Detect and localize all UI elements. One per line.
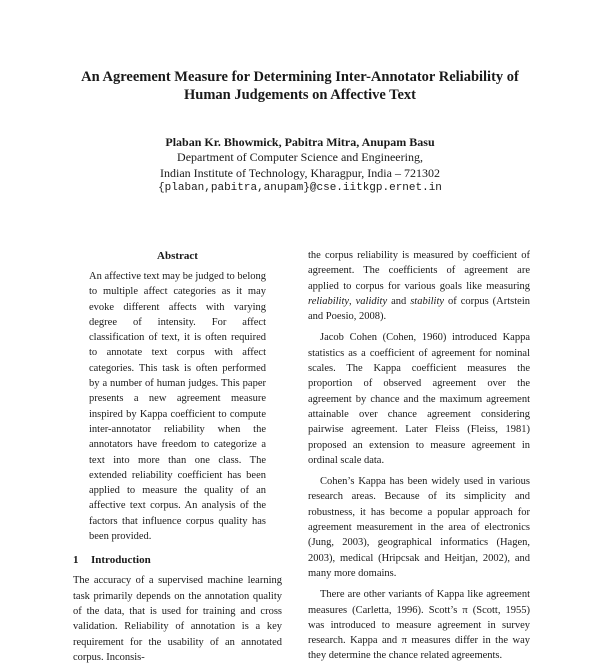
paragraph-text: the corpus reliability is measured by coefficient of agreement. The coefficients of agreement are applied to corpus for various goals like measuring (308, 250, 530, 292)
introduction-paragraph: The accuracy of a supervised machine learning task primarily depends on the annotation quality of the data, that is used for training and cross validation. Reliability of annotation is a key requirement for the usability of an annotated corpus. Inconsis- (73, 575, 282, 663)
introduction-heading (73, 552, 282, 568)
emphasis-reliability: reliability (308, 295, 350, 307)
paragraph-text: , (349, 295, 356, 307)
paragraph-text: and (387, 295, 411, 307)
authors: Plaban Kr. Bhowmick, Pabitra Mitra, Anupam Basu (165, 135, 435, 149)
paragraph-continued (308, 248, 530, 324)
paragraph-kappa-variants: There are other variants of Kappa like agreement measures (Carletta, 1996). Scott’s π (Scott, 1955) was introduced to measure agreement in survey research. Kappa and π measures differ in the way they determine the chance related agreements. (308, 589, 530, 662)
abstract-text: An affective text may be judged to belong to multiple affect categories as it may evoke different affects with varying degree of intensity. For affect classification of text, it is often required to annotate text corpus with affect categories. This task is often performed by a number of human judges. This paper presents a new agreement measure inspired by Kappa coefficient to compute inter-annotator reliability when the annotators have freedom to categorize a text into more than one class. The extended reliability coefficient has been applied to measure the quality of an affective text corpus. An analysis of the factors that influence corpus quality has been provided. (89, 271, 266, 543)
affiliation (60, 150, 540, 197)
affiliation-line-1: Department of Computer Science and Engineering, (177, 150, 423, 164)
paragraph-kappa-usage: Cohen’s Kappa has been widely used in various research areas. Because of its simplicity and robustness, it has become a popular approach for agreement measurement in the area of electronics (Jung, 2003), geographical informatics (Hagen, 2003), medical (Hripcsak and Heitjan, 2002), and many more domains. (308, 476, 530, 579)
abstract-heading: Abstract (157, 250, 198, 262)
section-number: 1 (73, 554, 79, 567)
section-title-text: Introduction (91, 554, 151, 567)
paragraph-cohen-kappa: Jacob Cohen (Cohen, 1960) introduced Kappa statistics as a coefficient of agreement for nominal scales. The Kappa coefficient measures the proportion of observed agreement over the agreement by chance and the maximum agreement attainable over chance agreement considering pairwise agreement. Later Fleiss (Fleiss, 1981) proposed an extension to measure agreement in ordinal scale data. (308, 332, 530, 466)
paper-title (60, 68, 540, 104)
left-column (73, 248, 282, 665)
author-emails: {plaban,pabitra,anupam}@cse.iitkgp.ernet.in (158, 182, 442, 194)
emphasis-validity: validity (355, 295, 388, 307)
title-line-2: Human Judgements on Affective Text (184, 87, 416, 103)
paragraph-text: of corpus (Artstein and Poesio, 2008). (308, 295, 530, 323)
title-line-1: An Agreement Measure for Determining Inter-Annotator Reliability of (81, 69, 519, 85)
emphasis-stability: stability (410, 295, 445, 307)
affiliation-line-2: Indian Institute of Technology, Kharagpur, India – 721302 (160, 165, 440, 180)
right-column (308, 248, 530, 664)
